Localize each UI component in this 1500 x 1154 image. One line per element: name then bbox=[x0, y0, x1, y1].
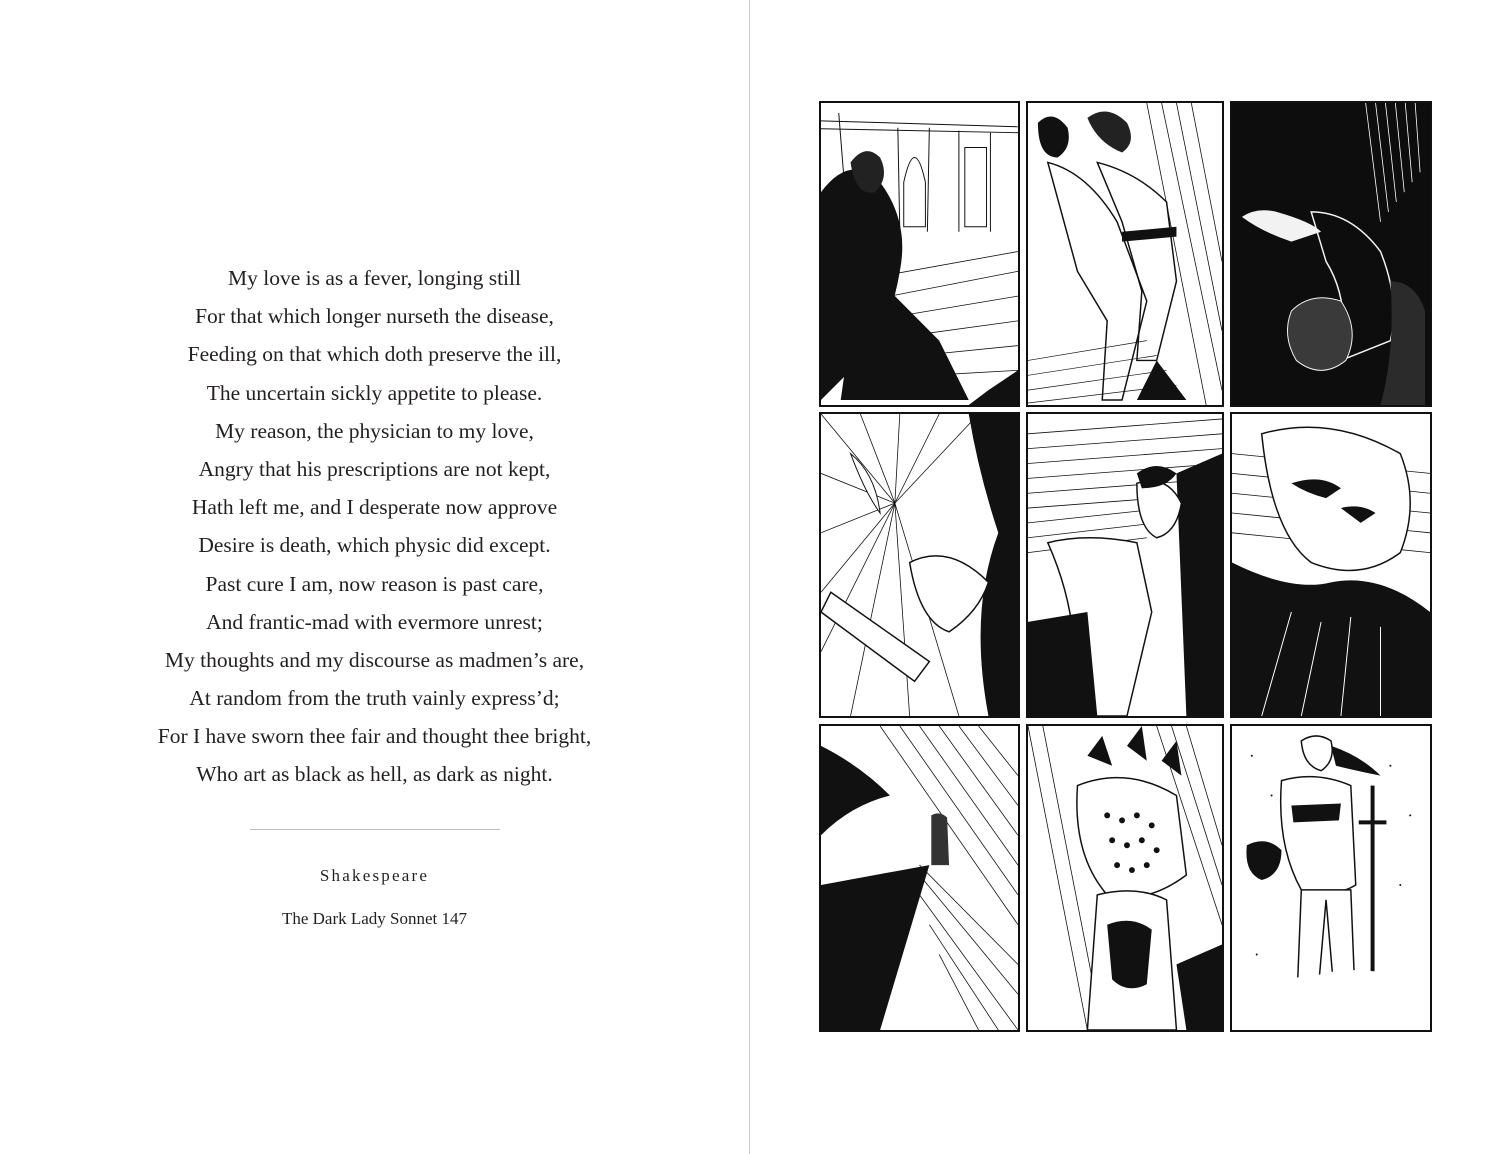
poem-line: My reason, the physician to my love, bbox=[215, 418, 534, 443]
blade-flash-illustration bbox=[821, 414, 1018, 716]
poem-line: At random from the truth vainly express’d; bbox=[189, 686, 560, 711]
distant-figure-illustration bbox=[821, 726, 1018, 1030]
recoil-illustration bbox=[1028, 414, 1222, 716]
poem-line: And frantic-mad with evermore unrest; bbox=[206, 609, 543, 634]
poem-line: Who art as black as hell, as dark as night. bbox=[196, 762, 553, 787]
dagger-illustration bbox=[1232, 103, 1430, 405]
poem-line: For I have sworn thee fair and thought thee bright, bbox=[157, 724, 592, 749]
comic-panel-7 bbox=[819, 724, 1020, 1032]
poem-line: My love is as a fever, longing still bbox=[228, 266, 521, 290]
comic-panel-1 bbox=[819, 101, 1020, 407]
comic-panel-4 bbox=[819, 412, 1020, 718]
comic-panel-5 bbox=[1026, 412, 1224, 718]
struggle-illustration bbox=[1028, 103, 1222, 405]
comic-panel-2 bbox=[1026, 101, 1224, 407]
comic-page bbox=[816, 98, 1436, 1034]
comic-panel-6 bbox=[1230, 412, 1432, 718]
poem-line: Desire is death, which physic did except. bbox=[198, 533, 551, 558]
poem-line: The uncertain sickly appetite to please. bbox=[206, 380, 543, 405]
comic-panel-8 bbox=[1026, 724, 1224, 1032]
shadowed-face-illustration bbox=[1232, 414, 1430, 716]
gauntlet-illustration bbox=[1028, 726, 1222, 1030]
poem-line: Hath left me, and I desperate now approve bbox=[191, 495, 558, 520]
poem-line: My thoughts and my discourse as madmen’s are, bbox=[164, 647, 585, 672]
poem-line: Feeding on that which doth preserve the ill, bbox=[187, 342, 562, 367]
sonnet-text bbox=[0, 259, 749, 794]
poem-line: Angry that his prescriptions are not kept, bbox=[198, 456, 551, 481]
doorway-illustration bbox=[821, 103, 1018, 405]
comic-panel-3 bbox=[1230, 101, 1432, 407]
comic-panel-9 bbox=[1230, 724, 1432, 1032]
author-name: Shakespeare bbox=[319, 866, 430, 885]
left-page bbox=[0, 0, 749, 1154]
work-title: The Dark Lady Sonnet 147 bbox=[281, 909, 468, 928]
poem-line: Past cure I am, now reason is past care, bbox=[205, 571, 544, 596]
poem-line: For that which longer nurseth the disease, bbox=[195, 304, 554, 329]
section-divider bbox=[250, 829, 500, 830]
warrior-illustration bbox=[1232, 726, 1430, 1030]
